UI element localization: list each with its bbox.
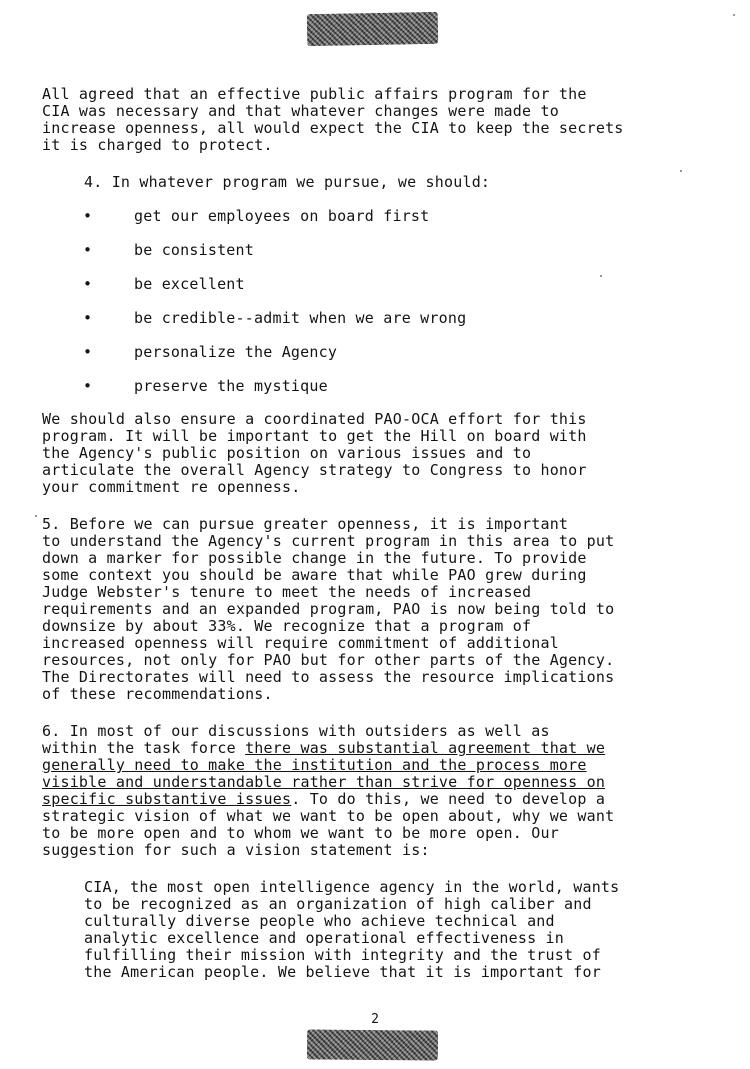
item-4-heading: 4. In whatever program we pursue, we should: [84, 173, 491, 191]
redaction-mark-top [307, 12, 439, 46]
page-number: 2 [371, 1012, 379, 1027]
bullet-icon: • [83, 207, 93, 225]
scan-speck [733, 14, 735, 16]
scan-speck [680, 170, 682, 172]
item-6-paragraph: 6. In most of our discussions with outsiders as well as within the task force there was substantial agreement that we generally need to make the institution and the process more visible and understandable rather than strive for openness on specific substantive issues. To do this, we need to develop a strategic vision of what we want to be open about, why we want to be more open and to whom we want to be more open. Our suggestion for such a vision statement is: [42, 722, 615, 859]
bullet-icon: • [83, 377, 93, 395]
list-item: • be credible--admit when we are wrong [83, 309, 467, 327]
bullet-icon: • [83, 343, 93, 361]
item-5-paragraph: 5. Before we can pursue greater openness, it is important to understand the Agency's current program in this area to put down a marker for possible change in the future. To provide some context you should be aware that while PAO grew during Judge Webster's tenure to meet the needs of increased requirements and an expanded program, PAO is now being told to downsize by about 33%. We recognize that a program of increased openness will require commitment of additional resources, not only for PAO but for other parts of the Agency. The Directorates will need to assess the resource implications of these recommendations. [42, 515, 615, 703]
list-item: • be excellent [83, 275, 245, 293]
bullet-icon: • [83, 309, 93, 327]
list-item: • personalize the Agency [83, 343, 338, 361]
scan-speck [600, 275, 602, 277]
redaction-mark-bottom [307, 1029, 438, 1060]
document-body [42, 86, 702, 981]
list-item: • get our employees on board first [83, 207, 430, 225]
list-item: • preserve the mystique [83, 377, 328, 395]
vision-statement: CIA, the most open intelligence agency in the world, wants to be recognized as an organization of high caliber and culturally diverse people who achieve technical and analytic excellence and operational effectiveness in fulfilling their mission with integrity and the trust of the American people. We believe that it is important for [84, 878, 620, 981]
scan-speck [35, 515, 37, 517]
bullet-icon: • [83, 275, 93, 293]
bullet-icon: • [83, 241, 93, 259]
intro-paragraph: All agreed that an effective public affairs program for the CIA was necessary and that whatever changes were made to increase openness, all would expect the CIA to keep the secrets it is charged to protect. [42, 85, 624, 154]
coordination-paragraph: We should also ensure a coordinated PAO-OCA effort for this program. It will be important to get the Hill on board with the Agency's public position on various issues and to articulate the overall Agency strategy to Congress to honor your commitment re openness. [42, 410, 587, 496]
list-item: • be consistent [83, 241, 254, 259]
recommendation-list [42, 208, 702, 398]
underlined-passage: there was substantial agreement that we generally need to make the institution and the process more visible and understandable rather than strive for openness on specific substantive issues [42, 739, 606, 808]
